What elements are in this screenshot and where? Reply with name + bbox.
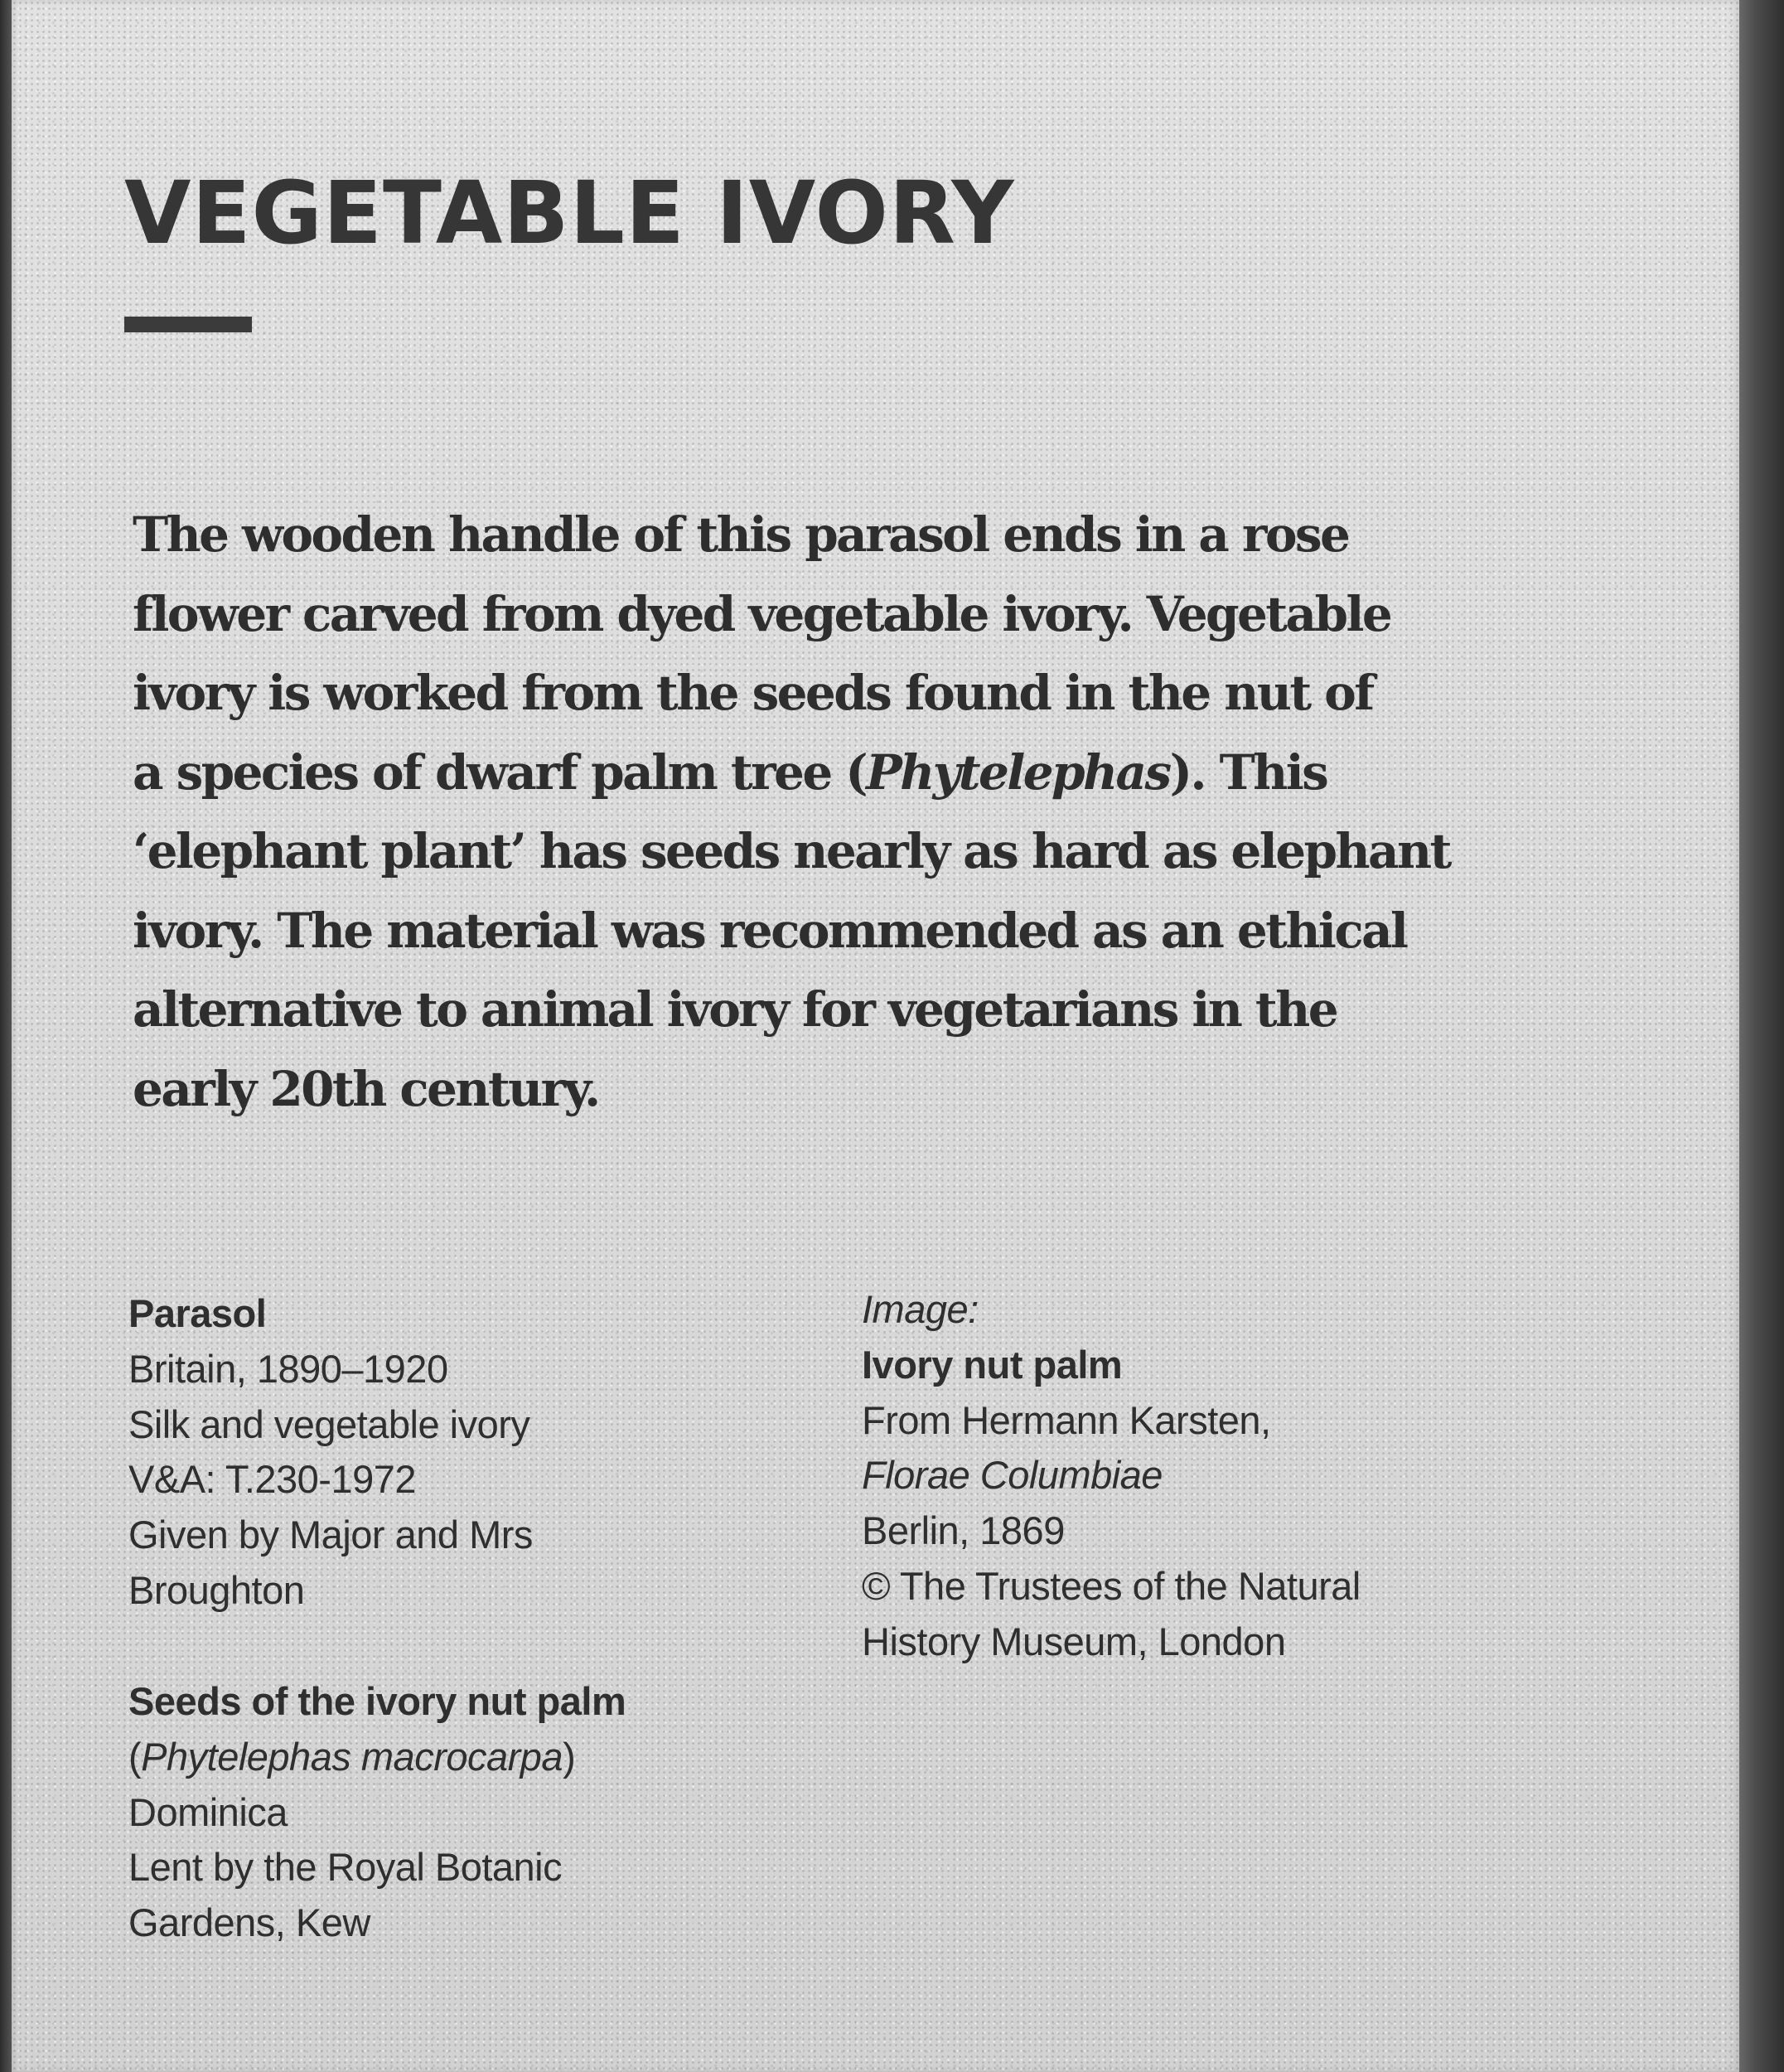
body-line-8: early 20th century. <box>133 1060 599 1117</box>
parasol-place-date: Britain, 1890–1920 <box>128 1346 448 1391</box>
seeds-latin-close-paren: ) <box>563 1734 576 1779</box>
image-caption <box>862 1282 1361 1670</box>
seeds-place: Dominica <box>128 1789 288 1834</box>
seeds-caption <box>128 1674 626 1951</box>
image-work-title: Florae Columbiae <box>862 1453 1163 1498</box>
parasol-materials: Silk and vegetable ivory <box>128 1402 530 1446</box>
body-line-7: alternative to animal ivory for vegetarians in the <box>133 981 1337 1038</box>
wall-background <box>1736 0 1784 2072</box>
title-underline-bar <box>124 317 252 332</box>
body-line-4-start: a species of dwarf palm tree ( <box>133 743 867 801</box>
body-line-5: ‘elephant plant’ has seeds nearly as hard as elephant <box>133 823 1450 879</box>
body-line-4-end: ). This <box>1169 743 1327 801</box>
body-line-2: flower carved from dyed vegetable ivory. Vegetable <box>133 585 1391 642</box>
seeds-latin-name: Phytelephas macrocarpa <box>141 1734 563 1779</box>
label-body-text <box>133 496 1657 1129</box>
parasol-caption <box>128 1286 533 1619</box>
parasol-credit-line-2: Broughton <box>128 1567 305 1612</box>
seeds-credit-line-1: Lent by the Royal Botanic <box>128 1845 563 1890</box>
seeds-latin-open-paren: ( <box>128 1734 142 1779</box>
parasol-museum-number: V&A: T.230-1972 <box>128 1457 416 1502</box>
genus-name: Phytelephas <box>866 743 1170 801</box>
seeds-credit-line-2: Gardens, Kew <box>128 1900 370 1945</box>
image-place-date: Berlin, 1869 <box>862 1508 1065 1553</box>
parasol-credit-line-1: Given by Major and Mrs <box>128 1513 533 1557</box>
body-line-3: ivory is worked from the seeds found in the nut of <box>133 665 1373 721</box>
parasol-heading: Parasol <box>128 1291 267 1335</box>
label-title: VEGETABLE IVORY <box>124 162 1015 264</box>
seeds-latin-name-line <box>128 1730 626 1785</box>
seeds-heading: Seeds of the ivory nut palm <box>128 1679 626 1723</box>
body-line-4 <box>133 733 1657 813</box>
body-line-1: The wooden handle of this parasol ends in a rose <box>133 506 1349 563</box>
body-line-6: ivory. The material was recommended as an ethical <box>133 902 1407 959</box>
image-copyright-line-1: © The Trustees of the Natural <box>862 1563 1361 1608</box>
image-source: From Hermann Karsten, <box>862 1397 1271 1442</box>
image-copyright-line-2: History Museum, London <box>862 1619 1286 1663</box>
image-heading: Ivory nut palm <box>862 1342 1123 1387</box>
image-prefix: Image: <box>862 1287 979 1331</box>
